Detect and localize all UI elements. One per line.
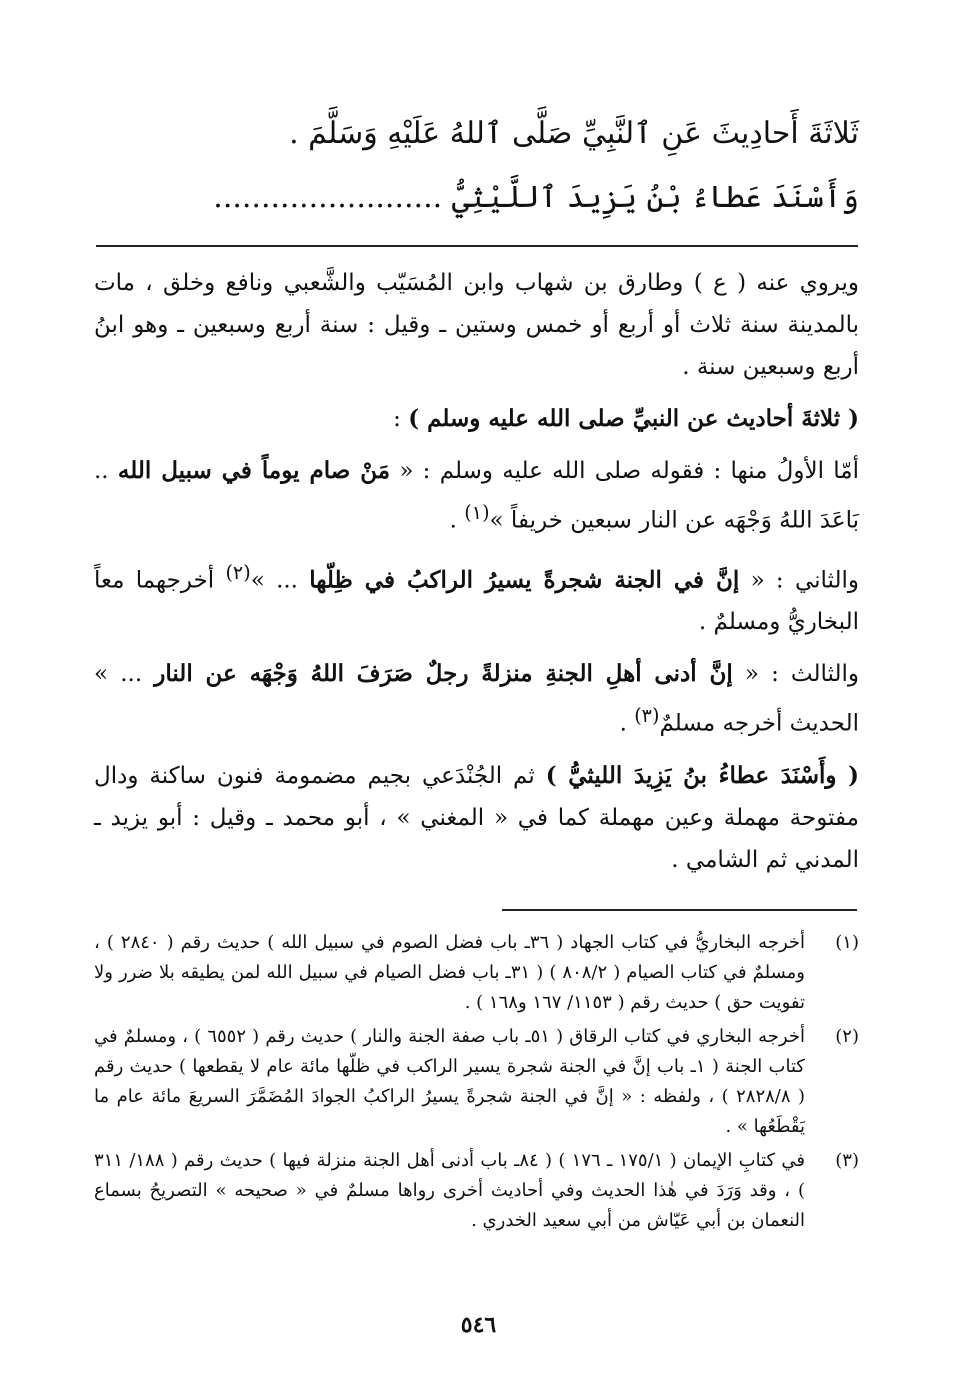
footnote-3-text: في كتابِ الإيمان ( ١٧٥/١ ـ ١٧٦ ) ( ٨٤ـ باب أدنى أهل الجنة منزلة فيها ) حديث رقم ( ١٨٨/ ٣١١ ) ، وقد وَرَدَ في هٰذا الحديث وفي أحاديث أخرى رواها مسلمٌ في « صحيحه » التصريحُ بسماع النعمان بن أبي عَيّاش من أبي سعيد الخدري . [94, 1150, 805, 1231]
commentary-p4-cont: ... » [250, 567, 310, 594]
footnotes [94, 928, 859, 1240]
footnote-1-text: أخرجه البخاريُّ في كتاب الجهاد ( ٣٦ـ باب فضل الصوم في سبيل الله ) حديث رقم ( ٢٨٤٠ ) ، ومسلمٌ في كتاب الصيام ( ٨٠٨/٢ ) ( ٣١ـ باب فضل الصيام في سبيل الله لمن يطيقه بلا ضرر ولا تفويت حق ) حديث رقم ( ١١٥٣/ ١٦٧ و١٦٨ ) . [94, 932, 806, 1013]
commentary-p4-end: أخرجهما معاً البخاريُّ ومسلمٌ . [94, 567, 859, 636]
commentary-paragraph-2 [94, 398, 859, 440]
commentary-paragraph-3 [94, 450, 859, 542]
matn-line-1 [96, 112, 859, 156]
commentary-paragraph-4 [94, 552, 859, 644]
quoted-matn-narrator: ( وأَسْنَدَ عطاءُ بنُ يَزِيدَ الليثيُّ ) [545, 761, 859, 789]
commentary-p2-rest: : [393, 406, 409, 432]
commentary-p3-cont: .. بَاعَدَ اللهُ وَجْهَه عن النار سبعين خريفاً » [94, 458, 859, 534]
commentary-p5-end: . [619, 710, 635, 737]
commentary-p3-intro: أمّا الأولُ منها : فقوله صلى الله عليه وسلم : « [390, 458, 859, 484]
footnote-1 [94, 928, 859, 1018]
hadith-1-quote: مَنْ صام يوماً في سبيل الله [117, 457, 391, 484]
matn-line-1-text: ثَلاثَةَ أَحادِيثَ عَنِ ٱلنَّبِيِّ صَلَّى ٱللهُ عَلَيْهِ وَسَلَّمَ . [289, 116, 859, 151]
commentary-p5-cont: ... » الحديث أخرجه مسلمٌ [94, 661, 859, 737]
commentary-p6-rest: ثم الجُنْدَعي بجيم مضمومة فنون ساكنة ودال مفتوحة مهملة وعين مهملة كما في « المغني » ، أبو محمد ـ وقيل : أبو يزيد ـ المدني ثم الشامي . [94, 762, 859, 873]
commentary-paragraph-5 [94, 653, 859, 745]
matn-divider [96, 245, 858, 247]
quoted-matn-heading: ( ثلاثةَ أحاديث عن النبيِّ صلى الله عليه وسلم ) [408, 405, 859, 432]
footnote-2 [94, 1022, 859, 1142]
page-number: ٥٤٦ [460, 1312, 497, 1338]
footnote-ref-1[interactable]: (١) [464, 501, 490, 524]
footnote-ref-3[interactable]: (٣) [634, 704, 660, 728]
commentary-p1-text: ويروي عنه ( ع ) وطارق بن شهاب وابن المُسَيّب والشَّعبي ونافع وخلق ، مات بالمدينة سنة ثلاث أو أربع أو خمس وستين ـ وقيل : سنة أربع وسبعين ـ وهو ابنُ أربع وسبعين سنة . [94, 270, 859, 380]
footnotes-divider [502, 909, 857, 911]
matn-line-2 [96, 176, 859, 220]
footnote-3-number: (٣) [835, 1150, 859, 1171]
matn-line-2-text: وَأَسْنَدَ عَطاءُ بْنُ يَزِيدَ ٱللَّيْثِيُّ [451, 180, 859, 215]
footnote-2-text: أخرجه البخاري في كتاب الرقاق ( ٥١ـ باب صفة الجنة والنار ) حديث رقم ( ٦٥٥٢ ) ، ومسلمٌ في كتاب الجنة ( ١ـ باب إنَّ في الجنة شجرة يسير الراكب في ظلّها مائة عام لا يقطعها ) حديث رقم ( ٢٨٢٨/٨ ) ، ولفظه : « إنَّ في الجنة شجرةً يسيرُ الراكبُ الجوادَ المُضَمَّرَ السريعَ مائة عام ما يَقْطَعُها » . [94, 1026, 805, 1137]
footnote-3 [94, 1146, 859, 1236]
commentary-p4-intro: والثاني : « [739, 567, 859, 594]
footnote-1-number: (١) [835, 932, 859, 953]
footnote-ref-2[interactable]: (٢) [225, 560, 251, 584]
commentary-paragraph-1 [94, 262, 859, 388]
commentary-paragraph-6 [94, 755, 859, 881]
hadith-3-quote: إنَّ أدنى أهلِ الجنةِ منزلةً رجلٌ صَرَفَ اللهُ وَجْهَه عن النار [154, 660, 733, 688]
commentary-p3-end: . [449, 507, 465, 534]
commentary-p5-intro: والثالث : « [732, 661, 859, 688]
footnote-2-number: (٢) [835, 1026, 859, 1047]
commentary [94, 262, 859, 891]
hadith-2-quote: إنَّ في الجنة شجرةً يسيرُ الراكبُ في ظِلّها [309, 566, 740, 594]
matn-line-2-dots: ........................ [213, 180, 443, 215]
